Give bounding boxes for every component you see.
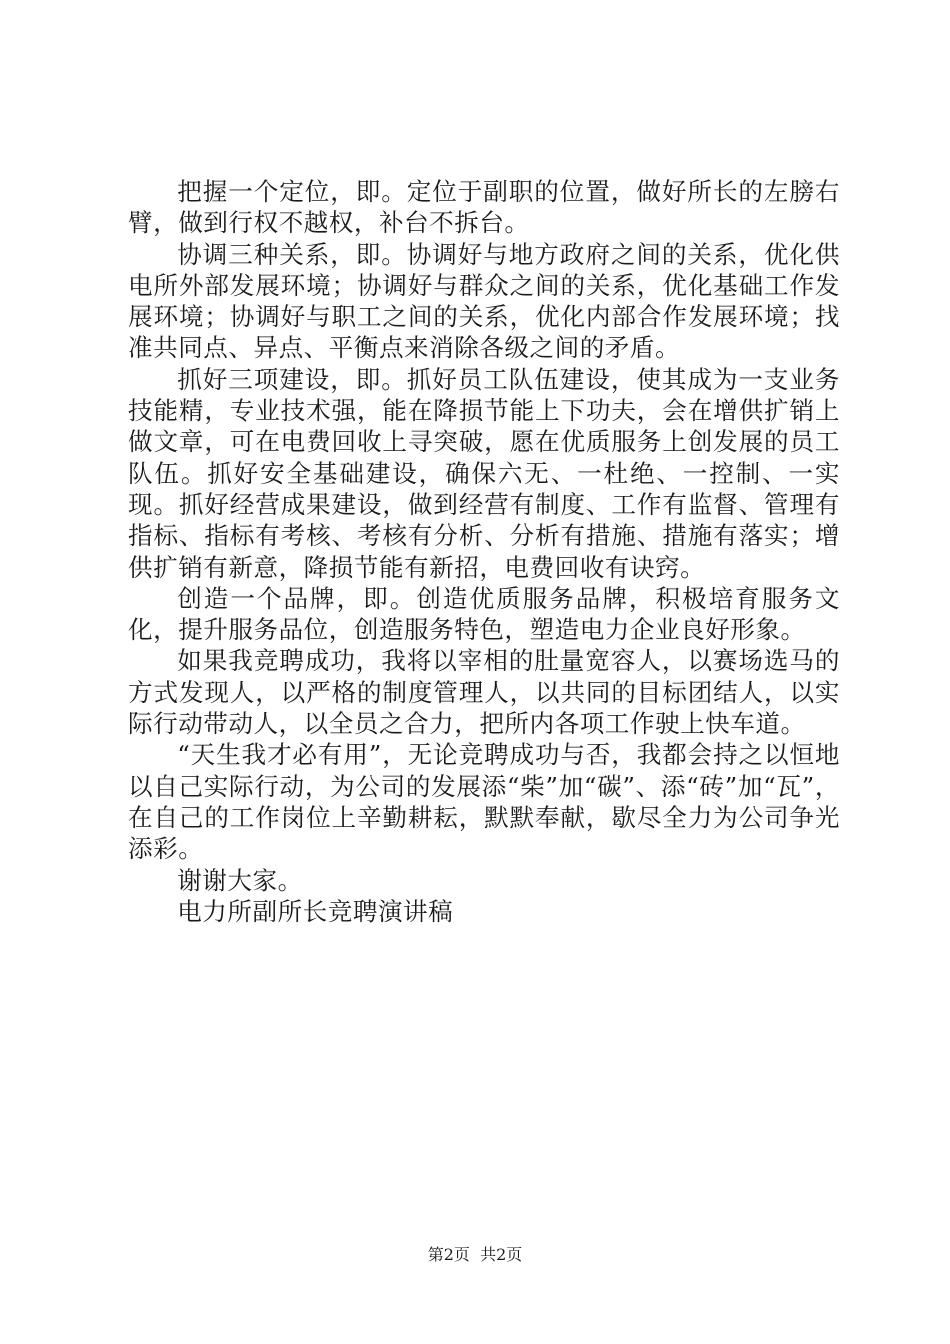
paragraph-construction: 抓好三项建设，即。抓好员工队伍建设，使其成为一支业务技能精，专业技术强，能在降损节能上下功夫，会在增供扩销上做文章，可在电费回收上寻突破，愿在优质服务上创发展的员工队伍。抓好安全基础建设，确保六无、一杜绝、一控制、一实现。抓好经营成果建设，做到经营有制度、工作有监督、管理有指标、指标有考核、考核有分析、分析有措施、措施有落实；增供扩销有新意，降损节能有新招，电费回收有诀窍。 <box>128 364 840 582</box>
paragraph-brand: 创造一个品牌，即。创造优质服务品牌，积极培育服务文化，提升服务品位，创造服务特色，塑造电力企业良好形象。 <box>128 583 840 645</box>
paragraph-positioning: 把握一个定位，即。定位于副职的位置，做好所长的左膀右臂，做到行权不越权，补台不拆台。 <box>128 177 840 238</box>
paragraph-closing: “天生我才必有用”，无论竞聘成功与否，我都会持之以恒地以自己实际行动，为公司的发展添“柴”加“碳”、添“砖”加“瓦”，在自己的工作岗位上辛勤耕耘，默默奉献，歇尽全力为公司争光添彩。 <box>128 740 840 864</box>
paragraph-if-successful: 如果我竞聘成功，我将以宰相的肚量宽容人，以赛场选马的方式发现人，以严格的制度管理人，以共同的目标团结人，以实际行动带动人，以全员之合力，把所内各项工作驶上快车道。 <box>128 646 840 739</box>
paragraph-thanks: 谢谢大家。 <box>177 865 303 895</box>
paragraph-relations: 协调三种关系，即。协调好与地方政府之间的关系，优化供电所外部发展环境；协调好与群众之间的关系，优化基础工作发展环境；协调好与职工之间的关系，优化内部合作发展环境；找准共同点、异点、平衡点来消除各级之间的矛盾。 <box>128 239 840 363</box>
paragraph-title-line: 电力所副所长竞聘演讲稿 <box>177 896 454 926</box>
page-number-label: 第2页 共2页 <box>427 1245 523 1264</box>
page-footer <box>0 1245 950 1265</box>
document-body <box>128 176 840 927</box>
